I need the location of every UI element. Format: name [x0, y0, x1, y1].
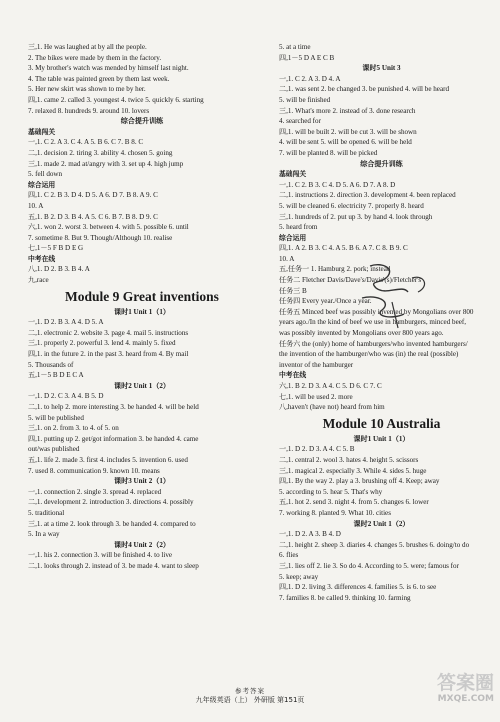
answer-line: 二,1. height 2. sheep 3. diaries 4. changes 5. brushes 6. doing/to do: [279, 540, 470, 549]
answer-line: 五,1－5 B D E C A: [28, 371, 84, 380]
answer-line: 七,1. will be used 2. more: [279, 392, 353, 401]
answer-line: out/was published: [28, 445, 80, 454]
answer-line: 7. will be planted 8. will be picked: [279, 148, 378, 157]
section-heading: 课时3 Unit 2（1）: [114, 477, 170, 486]
answer-line: 四,1. in the future 2. in the past 3. heard from 4. By mail: [28, 350, 189, 359]
answer-line: 一,1. connection 2. single 3. spread 4. replaced: [28, 487, 162, 496]
subsection-heading: 基础闯关: [28, 127, 56, 136]
section-heading: 综合提升训练: [120, 117, 164, 126]
answer-line: years ago./In the kind of beef we use in hamburgers, minced beef,: [279, 318, 467, 327]
answer-line: 八,haven't (have not) heard from him: [279, 403, 385, 412]
answer-line: 任务二 Fletcher Davis/Dave's/Davis'(s)/Fletcher's: [279, 276, 422, 285]
answer-line: 三,1. magical 2. especially 3. While 4. sides 5. huge: [279, 466, 427, 475]
answer-line: 一,1. D 2. D 3. A 4. C 5. B: [279, 445, 355, 454]
answer-line: 一,1. his 2. connection 3. will be finished 4. to live: [28, 551, 173, 560]
subsection-heading: 中考在线: [279, 371, 307, 380]
answer-line: 7. relaxed 8. hundreds 9. around 10. lovers: [28, 106, 150, 115]
answer-line: 二,1. decision 2. tiring 3. ability 4. chosen 5. going: [28, 148, 173, 157]
answer-line: 七,1－5 F B D E G: [28, 244, 84, 253]
answer-line: 5. will be published: [28, 413, 84, 422]
section-heading: 课时1 Unit 1（1）: [114, 307, 170, 316]
answer-line: 二,1. looks through 2. instead of 3. be made 4. want to sleep: [28, 561, 199, 570]
answer-line: 二,1. to help 2. more interesting 3. be handed 4. will be held: [28, 403, 199, 411]
right-answer-column: [279, 42, 484, 603]
answer-line: 10. A: [279, 254, 295, 263]
answer-line: 5. keep; away: [279, 572, 319, 581]
answer-line: 5. according to 5. hear 5. That's why: [279, 487, 383, 496]
answer-line: 二,1. was sent 2. be changed 3. be punished 4. will be heard: [279, 85, 450, 94]
answer-line: 九,race: [28, 276, 49, 285]
answer-line: 任务三 B: [279, 286, 307, 295]
answer-line: 5. Her new skirt was shown to me by her.: [28, 85, 146, 94]
subsection-heading: 中考在线: [28, 254, 56, 263]
answer-line: 三,1. at a time 2. look through 3. be handed 4. compared to: [28, 519, 196, 528]
answer-line: 六,1. B 2. D 3. A 4. C 5. D 6. C 7. C: [279, 382, 382, 390]
answer-line: 一,1. C 2. A 3. C 4. A 5. B 6. C 7. B 8. C: [28, 138, 144, 147]
answer-line: 三,1. hundreds of 2. put up 3. by hand 4. look through: [279, 212, 433, 221]
answer-line: 6. flies: [279, 551, 299, 560]
answer-line: 五,任务一 1. Hamburg 2. pork; instead: [279, 265, 391, 274]
footer-section-title: 参考答案: [235, 687, 265, 695]
subsection-heading: 基础闯关: [279, 170, 307, 179]
answer-line: 5. at a time: [279, 43, 311, 51]
answer-line: 10. A: [28, 201, 44, 210]
subsection-heading: 综合运用: [28, 180, 56, 189]
answer-line: 三,1. lies off 2. lie 3. So do 4. According to 5. were; famous for: [279, 561, 459, 570]
answer-line: 4. The table was painted green by them last week.: [28, 74, 170, 83]
left-answer-column: [28, 42, 256, 572]
answer-line: 4. searched for: [279, 117, 321, 126]
answer-line: 二,1. instructions 2. direction 3. development 4. been replaced: [279, 191, 456, 200]
answer-line: 四,1－5 D A E C B: [279, 53, 335, 62]
answer-line: inventor of the hamburger: [279, 360, 354, 369]
answer-line: 5. heard from: [279, 223, 318, 232]
answer-line: 7. used 8. communication 9. known 10. means: [28, 466, 160, 475]
answer-line: 一,1. D 2. B 3. A 4. D 5. A: [28, 318, 104, 327]
section-heading: 课时1 Unit 1（1）: [353, 434, 410, 443]
answer-line: 一,1. C 2. A 3. D 4. A: [279, 74, 341, 83]
section-heading: 课时5 Unit 3: [362, 64, 401, 73]
answer-line: 5. Thousands of: [28, 360, 74, 369]
watermark-logo: [406, 672, 494, 716]
answer-line: 四,1. A 2. B 3. C 4. A 5. B 6. A 7. C 8. B 9. C: [279, 244, 408, 253]
answer-line: 四,1. putting up 2. get/got information 3. be handed 4. came: [28, 434, 199, 443]
answer-line: 二,1. electronic 2. website 3. page 4. mail 5. instructions: [28, 328, 189, 337]
answer-line: 5. will be cleaned 6. electricity 7. properly 8. heard: [279, 201, 424, 210]
answer-line: 五,1. hot 2. send 3. night 4. from 5. changes 6. lower: [279, 498, 429, 507]
answer-line: 任务五 Minced beef was possibly invented by Mongolians over 800: [279, 307, 474, 316]
answer-line: 四,1. will be built 2. will be cut 3. will be shown: [279, 127, 417, 136]
module-heading: Module 10 Australia: [322, 415, 441, 431]
footer-page-info: 九年级英语（上） 外研版 第151页: [195, 696, 305, 704]
answer-line: 3. My brother's watch was mended by himself last night.: [28, 64, 189, 73]
answer-line: 三,1. He was laughed at by all the people.: [28, 43, 147, 51]
answer-line: 一,1. C 2. B 3. C 4. D 5. A 6. D 7. A 8. D: [279, 180, 396, 189]
answer-line: 一,1. D 2. A 3. B 4. D: [279, 530, 341, 539]
answer-line: 二,1. central 2. wool 3. hates 4. height 5. scissors: [279, 455, 419, 464]
section-heading: 综合提升训练: [360, 159, 403, 168]
answer-line: 7. working 8. planted 9. What 10. cities: [279, 508, 391, 517]
answer-line: 四,1. By the way 2. play a 3. brushing off 4. Keep; away: [279, 477, 440, 486]
section-heading: 课时4 Unit 2（2）: [114, 540, 170, 549]
answer-line: 二,1. development 2. introduction 3. directions 4. possibly: [28, 498, 194, 507]
watermark-text: 答案圈: [436, 672, 494, 694]
section-heading: 课时2 Unit 1（2）: [353, 519, 410, 528]
watermark-url: MXQE.COM: [437, 694, 494, 704]
answer-line: 一,1. D 2. C 3. A 4. B 5. D: [28, 392, 104, 401]
module-heading: Module 9 Great inventions: [65, 288, 219, 304]
answer-line: 四,1. C 2. B 3. D 4. D 5. A 6. D 7. B 8. A 9. C: [28, 191, 158, 200]
answer-line: 三,1. properly 2. powerful 3. lend 4. mainly 5. fixed: [28, 339, 176, 348]
answer-line: 五,1. life 2. made 3. first 4. includes 5. invention 6. used: [28, 455, 188, 464]
answer-line: was possibly invented by Mongolians over 800 years ago.: [279, 329, 444, 338]
answer-line: 5. fell down: [28, 170, 63, 179]
answer-line: 7. sometime 8. But 9. Though/Although 10. realise: [28, 233, 173, 242]
answer-line: 4. will be sent 5. will be opened 6. will be held: [279, 138, 412, 147]
answer-line: 四,1. D 2. living 3. differences 4. families 5. is 6. to see: [279, 583, 437, 592]
answer-line: 2. The bikes were made by them in the factory.: [28, 53, 162, 62]
subsection-heading: 综合运用: [279, 233, 307, 242]
answer-line: 5. In a way: [28, 530, 60, 539]
answer-line: 六,1. won 2. worst 3. between 4. with 5. possible 6. until: [28, 223, 189, 232]
answer-line: 7. families 8. be called 9. thinking 10. farming: [279, 593, 411, 602]
answer-line: 任务六 the (only) home of hamburgers/who invented hamburgers/: [279, 339, 468, 348]
answer-line: 三,1. made 2. mad at/angry with 3. set up 4. high jump: [28, 159, 184, 168]
answer-line: 三,1. on 2. from 3. to 4. of 5. on: [28, 424, 119, 433]
answer-line: 5. will be finished: [279, 95, 331, 104]
answer-line: the invention of the hamburger/who was (in) the real (possible): [279, 350, 459, 359]
section-heading: 课时2 Unit 1（2）: [114, 381, 170, 390]
answer-line: 任务四 Every year./Once a year.: [279, 297, 372, 306]
answer-line: 三,1. What's more 2. instead of 3. done research: [279, 106, 416, 115]
answer-line: 五,1. B 2. D 3. B 4. A 5. C 6. B 7. B 8. D 9. C: [28, 212, 158, 221]
answer-line: 八,1. D 2. B 3. B 4. A: [28, 265, 90, 274]
answer-line: 5. traditional: [28, 508, 65, 517]
answer-line: 四,1. came 2. called 3. youngest 4. twice 5. quickly 6. starting: [28, 95, 204, 104]
